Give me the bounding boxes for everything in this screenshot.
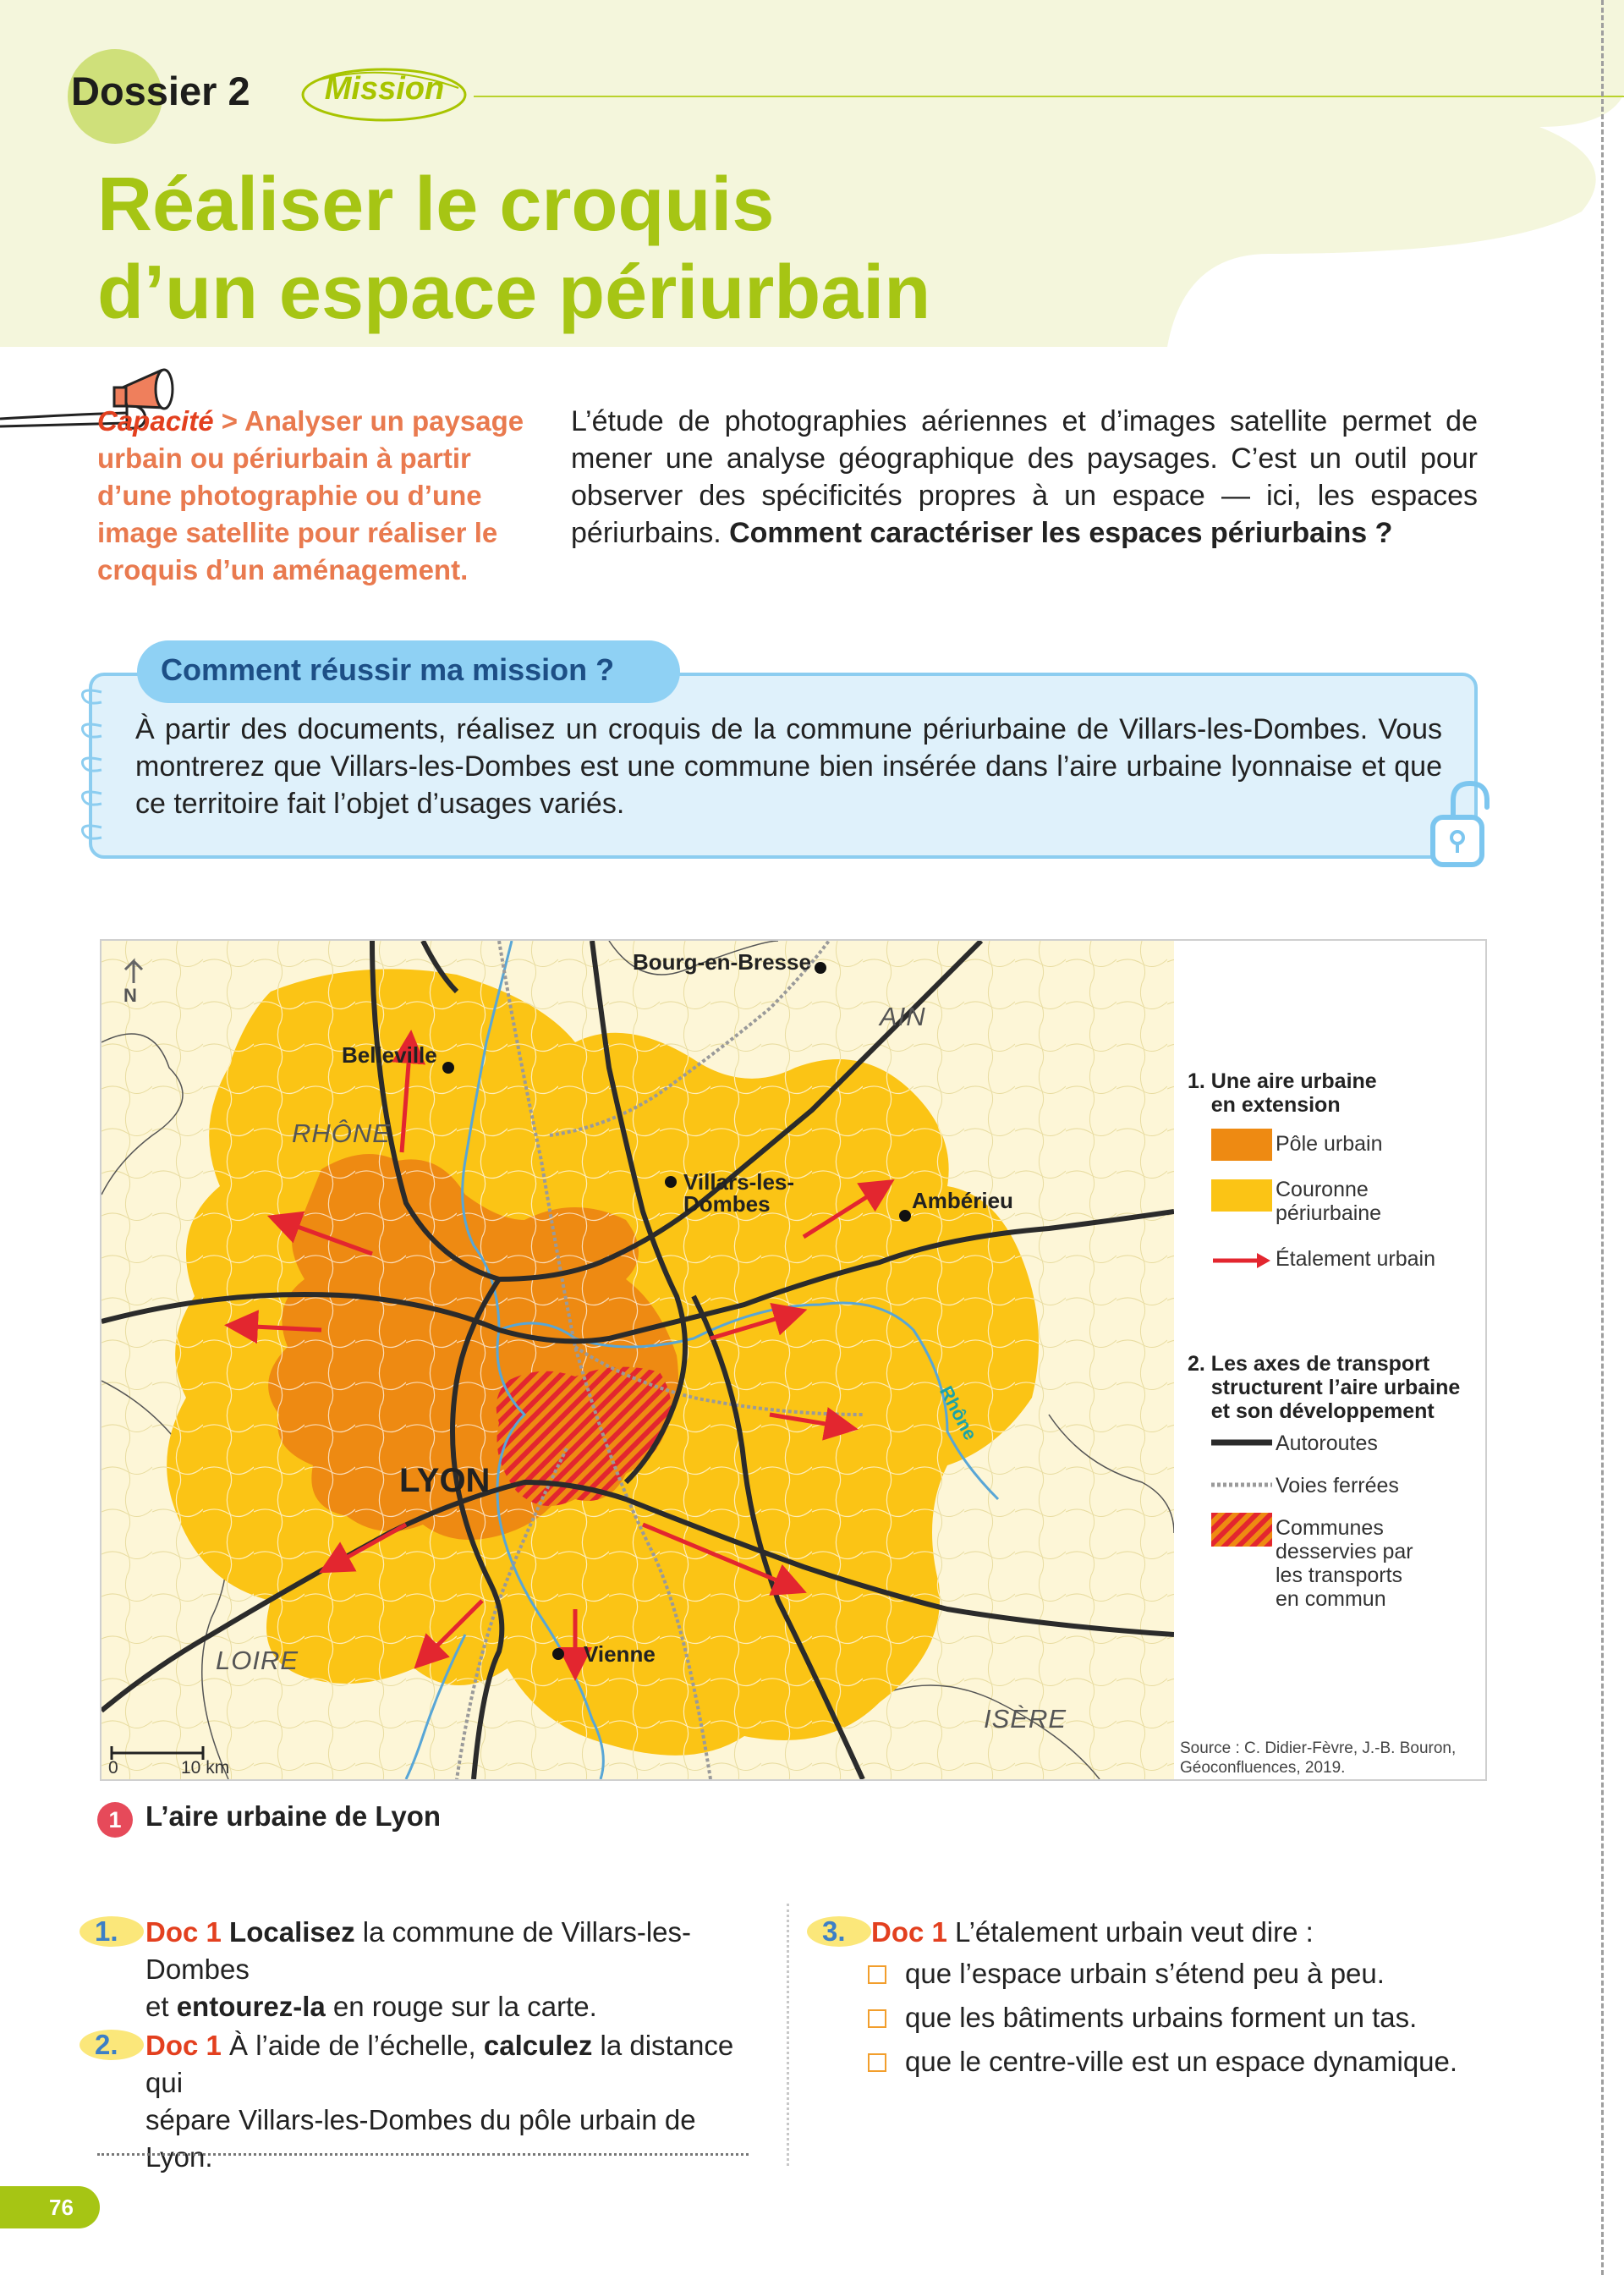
q3-option-checkbox[interactable] <box>868 1965 886 1984</box>
spiral-icon <box>76 687 107 707</box>
q2-line2: sépare Villars-les-Dombes du pôle urbain de Lyon. <box>145 2104 696 2173</box>
region-label-loire: LOIRE <box>216 1646 299 1675</box>
legend-swatch-pole <box>1211 1129 1272 1161</box>
city-dot-belleville <box>442 1062 454 1074</box>
page-title <box>97 161 930 337</box>
q2-number: 2. <box>95 2029 118 2060</box>
document-number-badge: 1 <box>97 1802 133 1838</box>
q3-text <box>871 1914 1463 1951</box>
legend-pole-urbain: Pôle urbain <box>1276 1132 1383 1156</box>
q3-number: 3. <box>822 1915 846 1947</box>
legend-etalement: Étalement urbain <box>1276 1247 1436 1271</box>
spiral-icon <box>76 721 107 741</box>
margin-dashed-line <box>1601 0 1604 2275</box>
city-label-belleville: Belleville <box>342 1042 437 1068</box>
q2-rest: la distance qui <box>145 2030 734 2098</box>
city-label-bourg: Bourg-en-Bresse <box>633 949 811 975</box>
intro-question: Comment caractériser les espaces périurbains ? <box>729 517 1393 549</box>
mission-instructions: À partir des documents, réalisez un croquis de la commune périurbaine de Villars-les-Dombes. Vous montrerez que Villars-les-Dombes est une commune bien insérée dans l’aire urbaine lyonnaise et que ce territoire fait l’objet d’usages variés. <box>135 713 1442 820</box>
legend-communes-desservies: Communes desservies par les transports en commun <box>1276 1516 1413 1611</box>
q1-doc-ref: Doc 1 <box>145 1916 222 1948</box>
city-label-villars: Villars-les- Dombes <box>683 1169 795 1217</box>
document-caption: L’aire urbaine de Lyon <box>145 1800 442 1832</box>
intro-paragraph <box>571 403 1478 552</box>
legend-section1-title: 1. Une aire urbaine en extension <box>1188 1069 1377 1117</box>
q2-doc-ref: Doc 1 <box>145 2030 222 2061</box>
q1-line2-rest: en rouge sur la carte. <box>325 1991 597 2022</box>
q1-line2-pre: et <box>145 1991 177 2022</box>
page-title-line1: Réaliser le croquis <box>97 162 775 247</box>
scale-km: 10 km <box>181 1758 230 1778</box>
city-dot-bourg <box>815 962 826 974</box>
scale-zero: 0 <box>108 1758 118 1778</box>
capacity-block <box>97 403 537 589</box>
spiral-icon <box>76 822 107 843</box>
q2-pre: À l’aide de l’échelle, <box>221 2030 484 2061</box>
legend-autoroutes: Autoroutes <box>1276 1431 1378 1455</box>
legend-couronne: Couronne périurbaine <box>1276 1178 1382 1225</box>
answer-line[interactable] <box>97 2153 749 2156</box>
city-label-vienne: Vienne <box>584 1641 656 1667</box>
legend-highway-icon <box>1211 1437 1272 1448</box>
capacity-label: Capacité <box>97 405 214 437</box>
column-divider <box>787 1904 789 2166</box>
map-source: Source : C. Didier-Fèvre, J.-B. Bouron, Géoconfluences, 2019. <box>1180 1739 1457 1777</box>
mission-badge-label: Mission <box>324 71 445 107</box>
q1-line2-verb: entourez-la <box>176 1991 326 2022</box>
legend-hatch-swatch <box>1211 1513 1272 1547</box>
page-number: 76 <box>49 2195 74 2220</box>
river-label-rhone: Rhône <box>935 1382 982 1444</box>
city-dot-amberieu <box>899 1210 911 1222</box>
legend-voies-ferrees: Voies ferrées <box>1276 1474 1399 1497</box>
city-label-lyon: LYON <box>399 1462 491 1499</box>
region-label-isere: ISÈRE <box>984 1704 1067 1734</box>
q1-number: 1. <box>95 1915 118 1947</box>
legend-railway-icon <box>1211 1479 1272 1491</box>
city-dot-vienne <box>552 1648 564 1660</box>
q1-text <box>145 1914 754 2025</box>
q1-mid: la commune de Villars-les-Dombes <box>145 1916 691 1985</box>
q3-option-checkbox[interactable] <box>868 2009 886 2028</box>
region-label-ain: AIN <box>880 1002 926 1031</box>
unlocked-padlock-icon <box>1428 777 1495 870</box>
q1-verb: Localisez <box>229 1916 355 1948</box>
intro-text: L’étude de photographies aériennes et d’images satellite permet de mener une analyse géographique des paysages. C’est un outil pour observer des spécificités propres à un espace — ici, les espaces périurbains. <box>571 405 1478 549</box>
north-label: N <box>123 985 137 1006</box>
capacity-text: > Analyser un paysage urbain ou périurbain à partir d’une photographie ou d’une image satellite pour réaliser le croquis d’un aménagement. <box>97 405 524 585</box>
mission-tab-label: Comment réussir ma mission ? <box>161 652 615 687</box>
header-rule <box>474 96 1624 97</box>
city-dot-villars <box>665 1176 677 1188</box>
dossier-label: Dossier 2 <box>71 69 250 113</box>
q3-option-3: que le centre-ville est un espace dynamique. <box>905 2046 1458 2077</box>
q3-option-2: que les bâtiments urbains forment un tas. <box>905 2002 1418 2033</box>
page-title-line2: d’un espace périurbain <box>97 250 931 335</box>
legend-arrow-icon <box>1211 1250 1272 1271</box>
spiral-icon <box>76 755 107 775</box>
q3-doc-ref: Doc 1 <box>871 1916 947 1948</box>
legend-section2-title: 2. Les axes de transport structurent l’aire urbaine et son développement <box>1188 1352 1461 1423</box>
spiral-icon <box>76 789 107 809</box>
q3-option-1: que l’espace urbain s’étend peu à peu. <box>905 1958 1385 1989</box>
city-label-amberieu: Ambérieu <box>912 1188 1013 1213</box>
legend-swatch-couronne <box>1211 1179 1272 1212</box>
q2-verb: calculez <box>483 2030 593 2061</box>
region-label-rhone: RHÔNE <box>292 1118 391 1148</box>
q3-option-checkbox[interactable] <box>868 2053 886 2072</box>
q3-question: L’étalement urbain veut dire : <box>946 1916 1314 1948</box>
